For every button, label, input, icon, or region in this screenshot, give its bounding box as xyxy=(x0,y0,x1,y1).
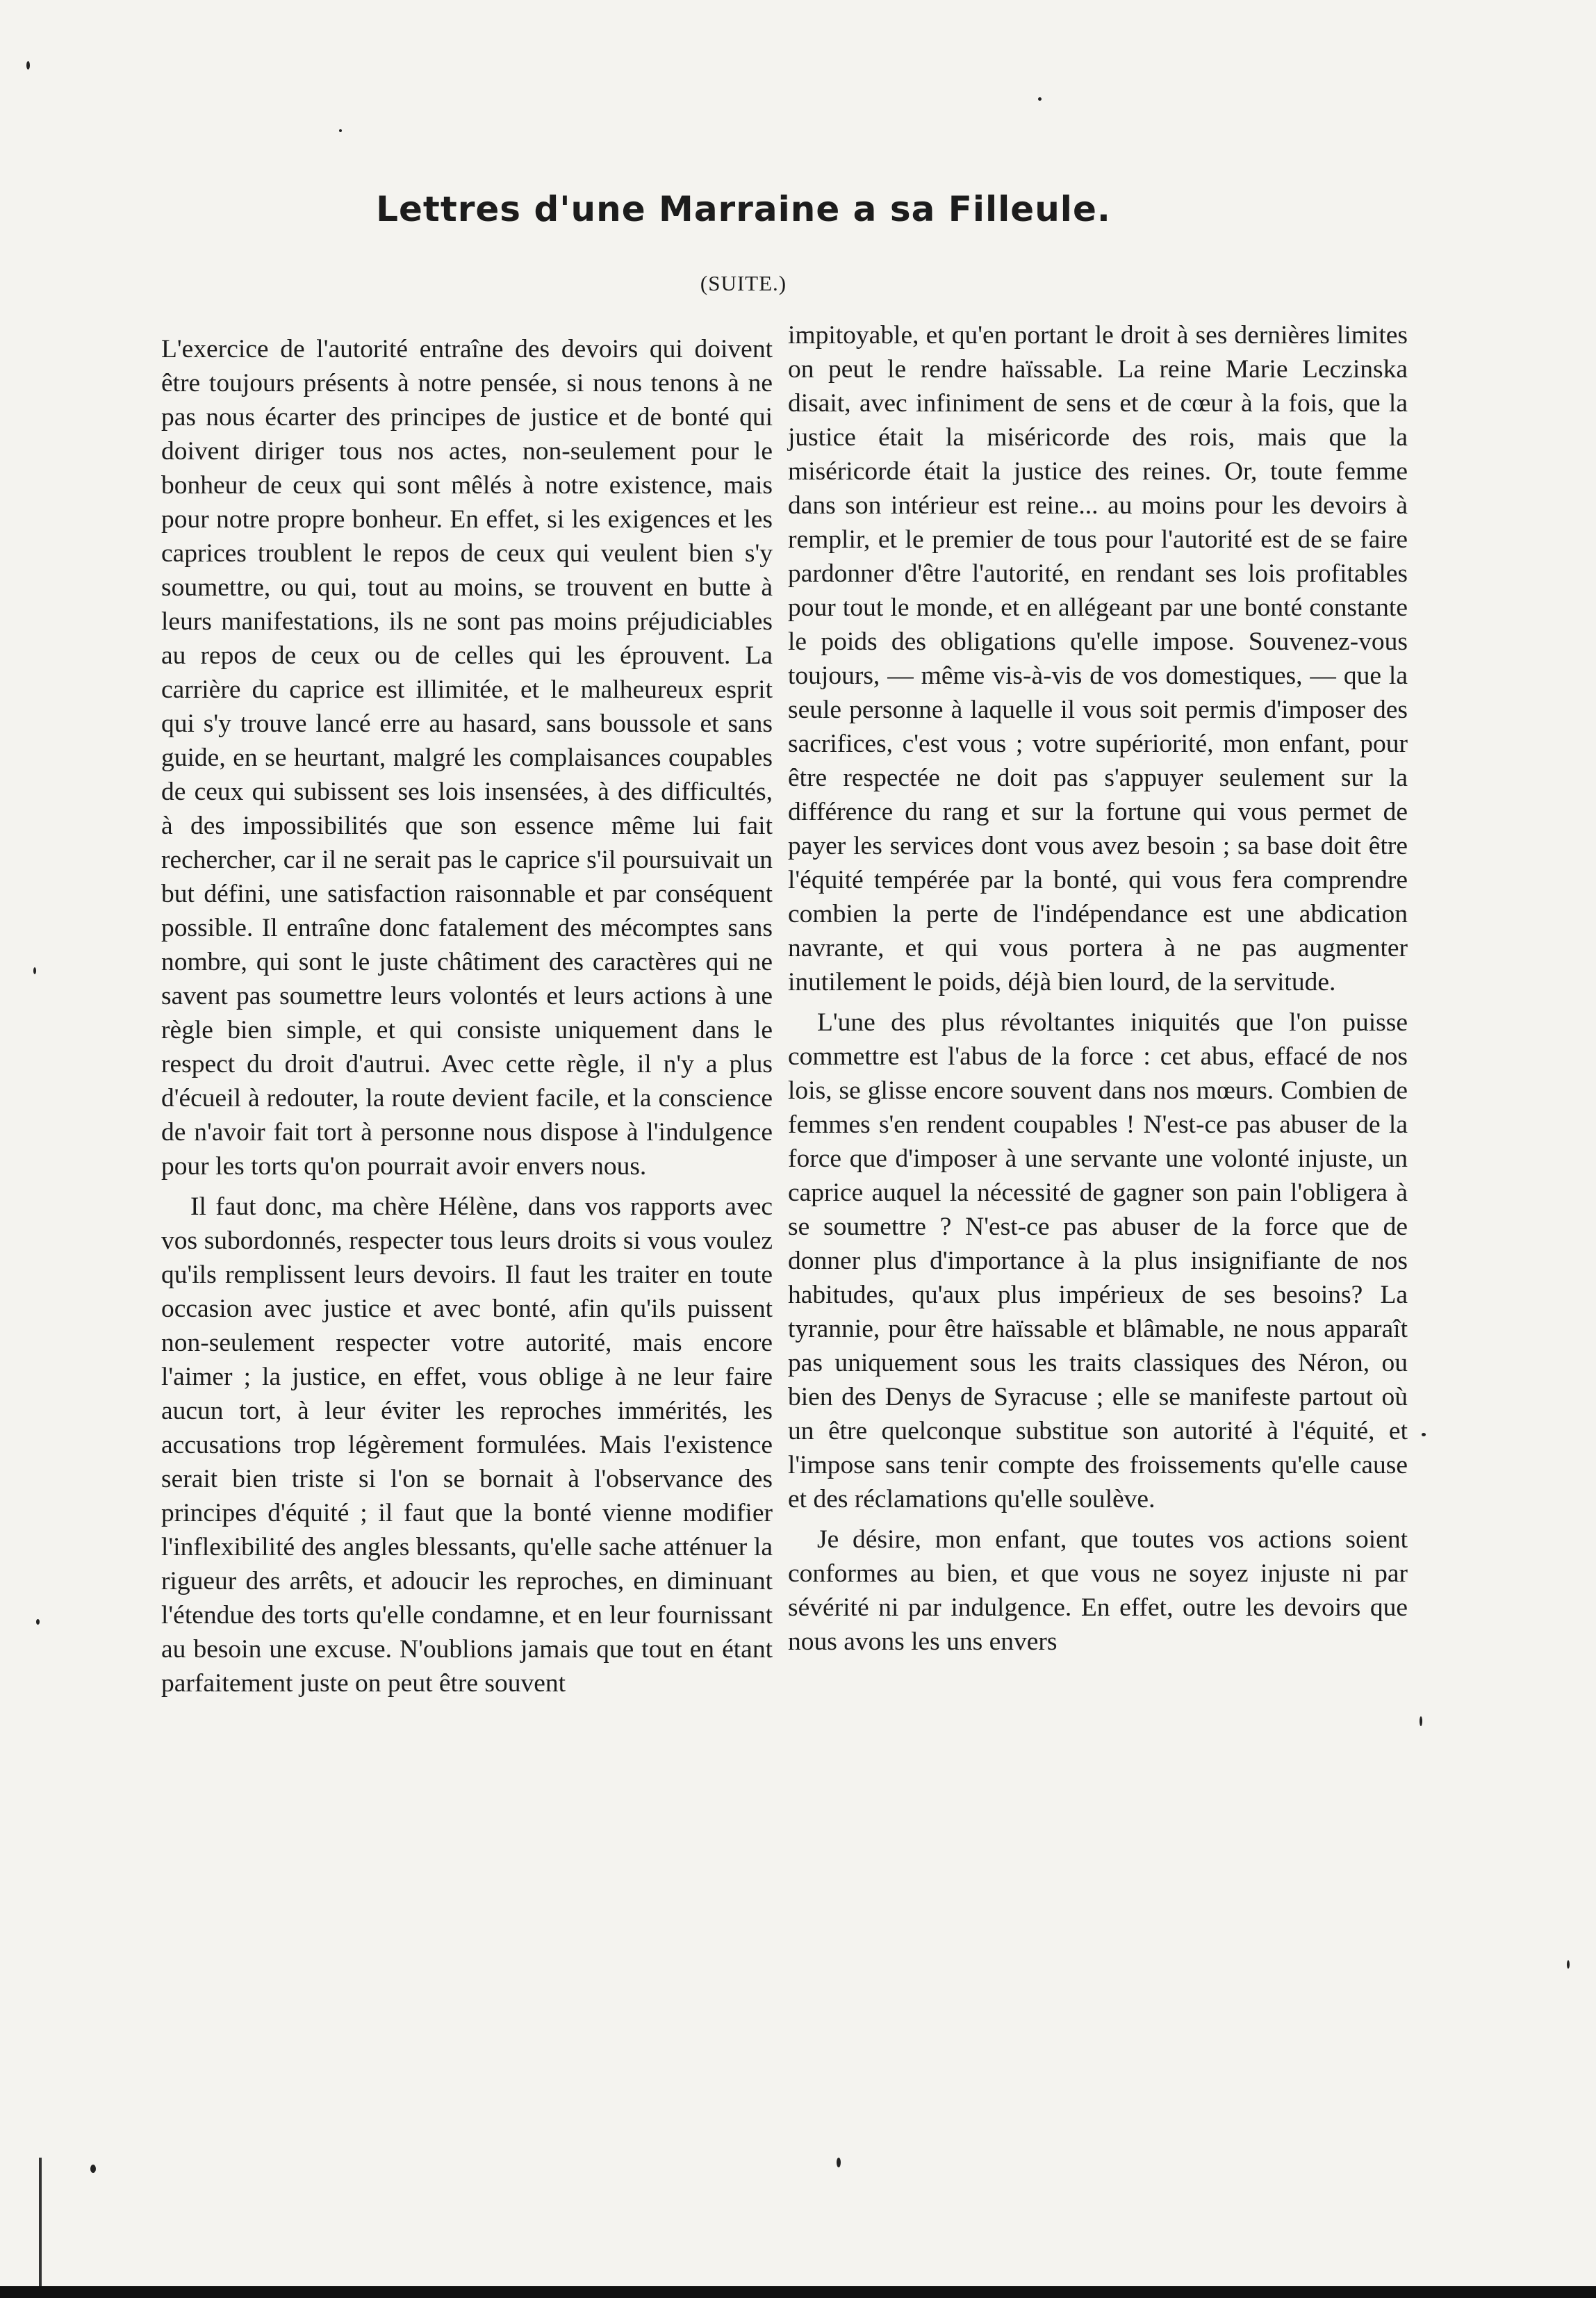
scan-speck xyxy=(1420,1716,1422,1726)
scan-edge-mark xyxy=(39,2158,42,2286)
scan-speck xyxy=(90,2165,96,2173)
paragraph: Je désire, mon enfant, que toutes vos actions soient conformes au bien, et que vous ne soyez injuste ni par sévérité ni par indulgence. En effet, outre les devoirs que nous avons les uns envers xyxy=(788,1525,1408,1656)
paragraph: impitoyable, et qu'en portant le droit à ses dernières limites on peut le rendre haïssable. La reine Marie Leczinska disait, avec infiniment de sens et de cœur à la fois, que la justice était la miséricorde des rois, mais que la miséricorde était la justice des reines. Or, toute femme dans son intérieur est reine... au moins pour les devoirs à remplir, et le premier de tous pour l'autorité est de se faire pardonner d'être l'autorité, en rendant ses lois profitables pour tout le monde, et en allégeant par une bonté constante le poids des obligations qu'elle impose. Souvenez-vous toujours, — même vis-à-vis de vos domestiques, — que la seule personne à laquelle il vous soit permis d'imposer des sacrifices, c'est vous ; votre supériorité, mon enfant, pour être respectée ne doit pas s'appuyer seulement sur la différence du rang et sur la fortune qui vous permet de payer les services dont vous avez besoin ; sa base doit être l'équité tempérée par la bonté, qui vous fera comprendre combien la perte de l'indépendance est une abdication navrante, et qui vous portera à ne pas augmenter inutilement le poids, déjà bien lourd, de la servitude. xyxy=(788,321,1408,996)
scan-speck xyxy=(837,2158,841,2167)
scan-speck xyxy=(33,967,36,974)
paragraph: Il faut donc, ma chère Hélène, dans vos rapports avec vos subordonnés, respecter tous leurs droits si vous voulez qu'ils remplissent leurs devoirs. Il faut les traiter en toute occasion avec justice et avec bonté, afin qu'ils puissent non-seulement respecter votre autorité, mais encore l'aimer ; la justice, en effet, vous oblige à ne leur faire aucun tort, à leur éviter les reproches immérités, les accusations trop légèrement formulées. Mais l'existence serait bien triste si l'on se bornait à l'observance des principes d'équité ; il faut que la bonté vienne modifier l'inflexibilité des angles blessants, qu'elle sache atténuer la rigueur des arrêts, et adoucir les reproches, en diminuant l'étendue des torts qu'elle condamne, et en leur fournissant au besoin une excuse. N'oublions jamais que tout en étant parfaitement juste on peut être souvent xyxy=(161,1192,773,1698)
scan-bottom-border xyxy=(0,2286,1596,2298)
paragraph: L'une des plus révoltantes iniquités que l'on puisse commettre est l'abus de la force : cet abus, effacé de nos lois, se glisse encore souvent dans nos mœurs. Combien de femmes s'en rendent coupables ! N'est-ce pas abuser de la force que d'imposer à une servante une volonté injuste, un caprice auquel la nécessité de gagner son pain l'obligera à se soumettre ? N'est-ce pas abuser de la force que de donner plus d'importance à la plus insignifiante de nos habitudes, qu'aux plus impérieux de ses besoins? La tyrannie, pour être haïssable et blâmable, ne nous apparaît pas uniquement sous les traits classiques des Néron, ou bien des Denys de Syracuse ; elle se manifeste partout où un être quelconque substitue son autorité à l'équité, et l'impose sans tenir compte des froissements qu'elle cause et des réclamations qu'elle soulève. xyxy=(788,1008,1408,1513)
scan-speck xyxy=(1422,1433,1426,1436)
scan-speck xyxy=(1038,97,1042,101)
scan-speck xyxy=(26,61,30,69)
scan-speck xyxy=(1567,1960,1570,1969)
paragraph: L'exercice de l'autorité entraîne des devoirs qui doivent être toujours présents à notre pensée, si nous tenons à ne pas nous écarter des principes de justice et de bonté qui doivent diriger tous nos actes, non-seulement pour le bonheur de ceux qui sont mêlés à notre existence, mais pour notre propre bonheur. En effet, si les exigences et les caprices troublent le repos de ceux qui veulent bien s'y soumettre, ou qui, tout au moins, se trouvent en butte à leurs manifestations, ils ne sont pas moins préjudiciables au repos de ceux ou de celles qui les éprouvent. La carrière du caprice est illimitée, et le malheureux esprit qui s'y trouve lancé erre au hasard, sans boussole et sans guide, en se heurtant, malgré les complaisances coupables de ceux qui subissent ses lois insensées, à des difficultés, à des impossibilités que son essence même lui fait rechercher, car il ne serait pas le caprice s'il poursuivait un but défini, une satisfaction raisonnable et par conséquent possible. Il entraîne donc fatalement des mécomptes sans nombre, qui sont le juste châtiment des caractères qui ne savent pas soumettre leurs volontés et leurs actions à une règle bien simple, et qui consiste uniquement dans le respect du droit d'autrui. Avec cette règle, il n'y a plus d'écueil à redouter, la route devient facile, et la conscience de n'avoir fait tort à personne nous dispose à l'indulgence pour les torts qu'on pourrait avoir envers nous. xyxy=(161,335,773,1181)
article-title: Lettres d'une Marraine a sa Filleule. xyxy=(376,189,1111,229)
left-column xyxy=(161,332,773,1707)
article-subtitle: (SUITE.) xyxy=(700,271,787,295)
scan-speck xyxy=(36,1619,40,1625)
scan-speck xyxy=(339,129,342,132)
right-column xyxy=(788,318,1408,1665)
